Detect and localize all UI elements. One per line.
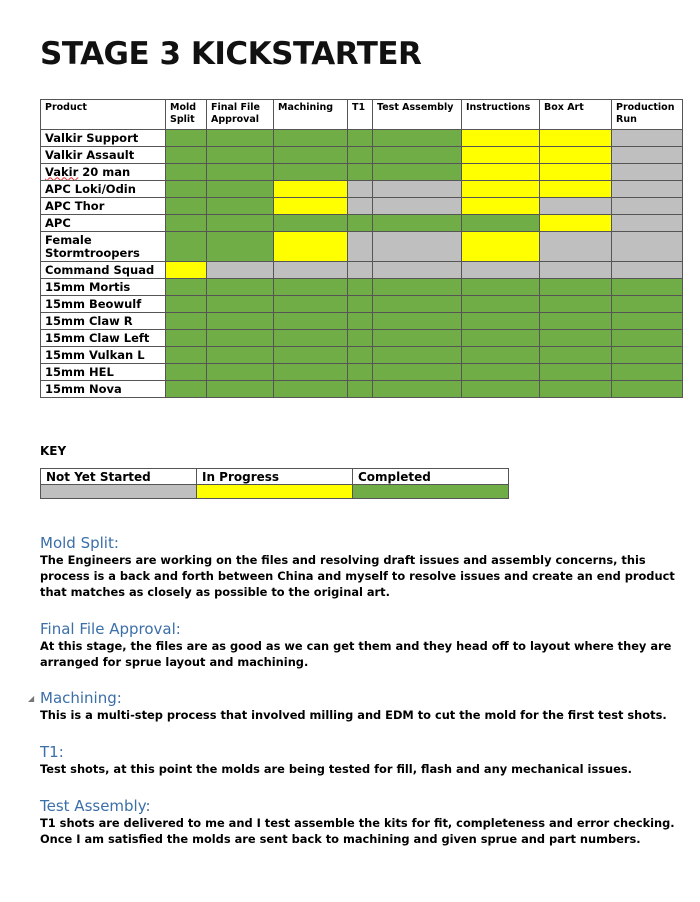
key-swatch-not-started: [41, 485, 197, 499]
table-row: [41, 347, 683, 364]
status-cell: [373, 232, 462, 262]
status-cell: [207, 279, 274, 296]
header-instructions: Instructions: [462, 100, 540, 130]
key-label-not-started: Not Yet Started: [41, 469, 197, 485]
status-cell: [348, 364, 373, 381]
status-cell: [166, 381, 207, 398]
status-cell: [540, 296, 612, 313]
product-name: Vakir 20 man: [41, 164, 166, 181]
status-cell: [373, 296, 462, 313]
table-row: [41, 147, 683, 164]
status-cell: [274, 147, 348, 164]
status-cell: [612, 130, 683, 147]
status-cell: [274, 279, 348, 296]
spellcheck-word: Vakir: [45, 164, 79, 179]
status-cell: [462, 181, 540, 198]
status-cell: [166, 147, 207, 164]
definition-text: At this stage, the files are as good as we can get them and they head off to layout where they are arranged for sprue layout and machining.: [40, 639, 672, 669]
status-cell: [540, 232, 612, 262]
status-cell: [540, 347, 612, 364]
header-production-run: Production Run: [612, 100, 683, 130]
status-cell: [274, 330, 348, 347]
status-cell: [612, 232, 683, 262]
status-cell: [540, 313, 612, 330]
status-cell: [207, 198, 274, 215]
table-row: [41, 279, 683, 296]
product-name: 15mm Beowulf: [41, 296, 166, 313]
status-cell: [540, 181, 612, 198]
status-cell: [348, 130, 373, 147]
status-cell: [348, 181, 373, 198]
page-title: STAGE 3 KICKSTARTER: [40, 36, 422, 72]
table-row: [41, 262, 683, 279]
status-cell: [462, 147, 540, 164]
header-machining: Machining: [274, 100, 348, 130]
product-name: APC Loki/Odin: [41, 181, 166, 198]
status-cell: [274, 198, 348, 215]
product-name: 15mm Nova: [41, 381, 166, 398]
status-cell: [207, 330, 274, 347]
table-row: [41, 164, 683, 181]
status-cell: [462, 198, 540, 215]
status-cell: [373, 347, 462, 364]
status-cell: [166, 347, 207, 364]
status-cell: [274, 313, 348, 330]
product-name: Command Squad: [41, 262, 166, 279]
table-row: [41, 232, 683, 262]
status-cell: [373, 147, 462, 164]
status-cell: [207, 181, 274, 198]
status-cell: [462, 164, 540, 181]
status-cell: [462, 262, 540, 279]
status-cell: [462, 215, 540, 232]
status-cell: [348, 215, 373, 232]
status-cell: [207, 130, 274, 147]
status-cell: [373, 198, 462, 215]
status-cell: [373, 364, 462, 381]
status-cell: [207, 215, 274, 232]
collapse-triangle-icon[interactable]: ◢: [28, 694, 35, 703]
status-cell: [462, 364, 540, 381]
table-row: [41, 130, 683, 147]
status-cell: [207, 147, 274, 164]
status-cell: [274, 364, 348, 381]
status-cell: [274, 232, 348, 262]
status-cell: [207, 262, 274, 279]
status-cell: [207, 381, 274, 398]
product-name: 15mm Mortis: [41, 279, 166, 296]
product-name: 15mm Claw Left: [41, 330, 166, 347]
key-label-completed: Completed: [353, 469, 509, 485]
definition-machining: [40, 689, 680, 723]
status-cell: [373, 215, 462, 232]
status-cell: [166, 364, 207, 381]
status-cell: [612, 164, 683, 181]
status-cell: [348, 347, 373, 364]
status-cell: [612, 364, 683, 381]
status-cell: [540, 215, 612, 232]
table-row: [41, 313, 683, 330]
status-cell: [207, 313, 274, 330]
status-cell: [274, 296, 348, 313]
product-name: Valkir Support: [41, 130, 166, 147]
status-cell: [348, 147, 373, 164]
status-cell: [462, 232, 540, 262]
status-cell: [166, 262, 207, 279]
status-cell: [540, 330, 612, 347]
header-final-file-approval: Final File Approval: [207, 100, 274, 130]
definition-text: T1 shots are delivered to me and I test assemble the kits for fit, completeness and error checking. Once I am satisfied the molds are sent back to machining and given sprue and part numbers.: [40, 816, 675, 846]
status-cell: [373, 330, 462, 347]
product-name: Valkir Assault: [41, 147, 166, 164]
definition-heading: Machining:: [40, 689, 122, 707]
status-cell: [207, 347, 274, 364]
status-cell: [348, 279, 373, 296]
product-name: 15mm Vulkan L: [41, 347, 166, 364]
table-header-row: [41, 100, 683, 130]
status-cell: [207, 296, 274, 313]
status-table: [40, 99, 683, 398]
status-cell: [462, 330, 540, 347]
table-row: [41, 330, 683, 347]
status-cell: [207, 364, 274, 381]
status-cell: [373, 279, 462, 296]
status-cell: [166, 198, 207, 215]
status-cell: [540, 198, 612, 215]
status-cell: [166, 279, 207, 296]
status-cell: [207, 232, 274, 262]
key-legend-table: [40, 468, 509, 499]
status-cell: [373, 313, 462, 330]
definition-final-file-approval: [40, 620, 680, 670]
status-cell: [612, 313, 683, 330]
status-cell: [274, 381, 348, 398]
status-cell: [274, 262, 348, 279]
status-cell: [166, 181, 207, 198]
status-cell: [166, 232, 207, 262]
definition-heading: Mold Split:: [40, 534, 119, 552]
table-row: [41, 181, 683, 198]
product-name: APC: [41, 215, 166, 232]
definition-t1: [40, 743, 680, 777]
header-product: Product: [41, 100, 166, 130]
status-cell: [348, 232, 373, 262]
status-cell: [462, 279, 540, 296]
status-cell: [348, 198, 373, 215]
status-cell: [540, 364, 612, 381]
definition-text: This is a multi-step process that involved milling and EDM to cut the mold for the first test shots.: [40, 708, 667, 722]
header-box-art: Box Art: [540, 100, 612, 130]
definition-mold-split: [40, 534, 680, 600]
status-cell: [373, 164, 462, 181]
product-name: APC Thor: [41, 198, 166, 215]
status-cell: [612, 262, 683, 279]
status-cell: [612, 215, 683, 232]
status-cell: [274, 181, 348, 198]
header-t1: T1: [348, 100, 373, 130]
key-label-in-progress: In Progress: [197, 469, 353, 485]
status-cell: [540, 147, 612, 164]
product-name: 15mm HEL: [41, 364, 166, 381]
key-title: KEY: [40, 444, 67, 458]
status-cell: [612, 296, 683, 313]
status-cell: [274, 164, 348, 181]
status-cell: [612, 198, 683, 215]
status-cell: [166, 330, 207, 347]
definition-text: Test shots, at this point the molds are being tested for fill, flash and any mechanical issues.: [40, 762, 632, 776]
status-cell: [540, 279, 612, 296]
definition-heading: T1:: [40, 743, 64, 761]
status-cell: [166, 164, 207, 181]
status-cell: [612, 279, 683, 296]
status-cell: [612, 181, 683, 198]
status-cell: [373, 381, 462, 398]
status-cell: [612, 347, 683, 364]
header-mold-split: Mold Split: [166, 100, 207, 130]
definition-text: The Engineers are working on the files and resolving draft issues and assembly concerns, this process is a back and forth between China and myself to resolve issues and create an end product that matches as closely as possible to the original art.: [40, 553, 675, 599]
table-row: [41, 296, 683, 313]
definition-heading: Final File Approval:: [40, 620, 181, 638]
status-cell: [462, 347, 540, 364]
status-cell: [612, 381, 683, 398]
status-cell: [462, 313, 540, 330]
product-name: Female Stormtroopers: [41, 232, 166, 262]
status-cell: [274, 130, 348, 147]
status-cell: [540, 381, 612, 398]
status-cell: [612, 147, 683, 164]
status-cell: [540, 130, 612, 147]
table-row: [41, 381, 683, 398]
status-cell: [166, 313, 207, 330]
definition-heading: Test Assembly:: [40, 797, 151, 815]
status-cell: [373, 181, 462, 198]
status-cell: [166, 296, 207, 313]
status-cell: [348, 381, 373, 398]
product-name: 15mm Claw R: [41, 313, 166, 330]
status-cell: [348, 313, 373, 330]
status-cell: [207, 164, 274, 181]
status-cell: [348, 296, 373, 313]
table-row: [41, 198, 683, 215]
table-row: [41, 215, 683, 232]
status-cell: [166, 215, 207, 232]
status-cell: [166, 130, 207, 147]
status-cell: [540, 164, 612, 181]
key-swatch-in-progress: [197, 485, 353, 499]
header-test-assembly: Test Assembly: [373, 100, 462, 130]
status-cell: [540, 262, 612, 279]
status-cell: [373, 130, 462, 147]
status-cell: [348, 262, 373, 279]
status-cell: [274, 215, 348, 232]
status-table-body: [41, 130, 683, 398]
table-row: [41, 364, 683, 381]
status-cell: [348, 164, 373, 181]
status-cell: [462, 130, 540, 147]
key-swatch-completed: [353, 485, 509, 499]
definition-test-assembly: [40, 797, 680, 847]
status-cell: [612, 330, 683, 347]
status-cell: [462, 381, 540, 398]
status-cell: [348, 330, 373, 347]
status-cell: [373, 262, 462, 279]
status-cell: [274, 347, 348, 364]
status-cell: [462, 296, 540, 313]
